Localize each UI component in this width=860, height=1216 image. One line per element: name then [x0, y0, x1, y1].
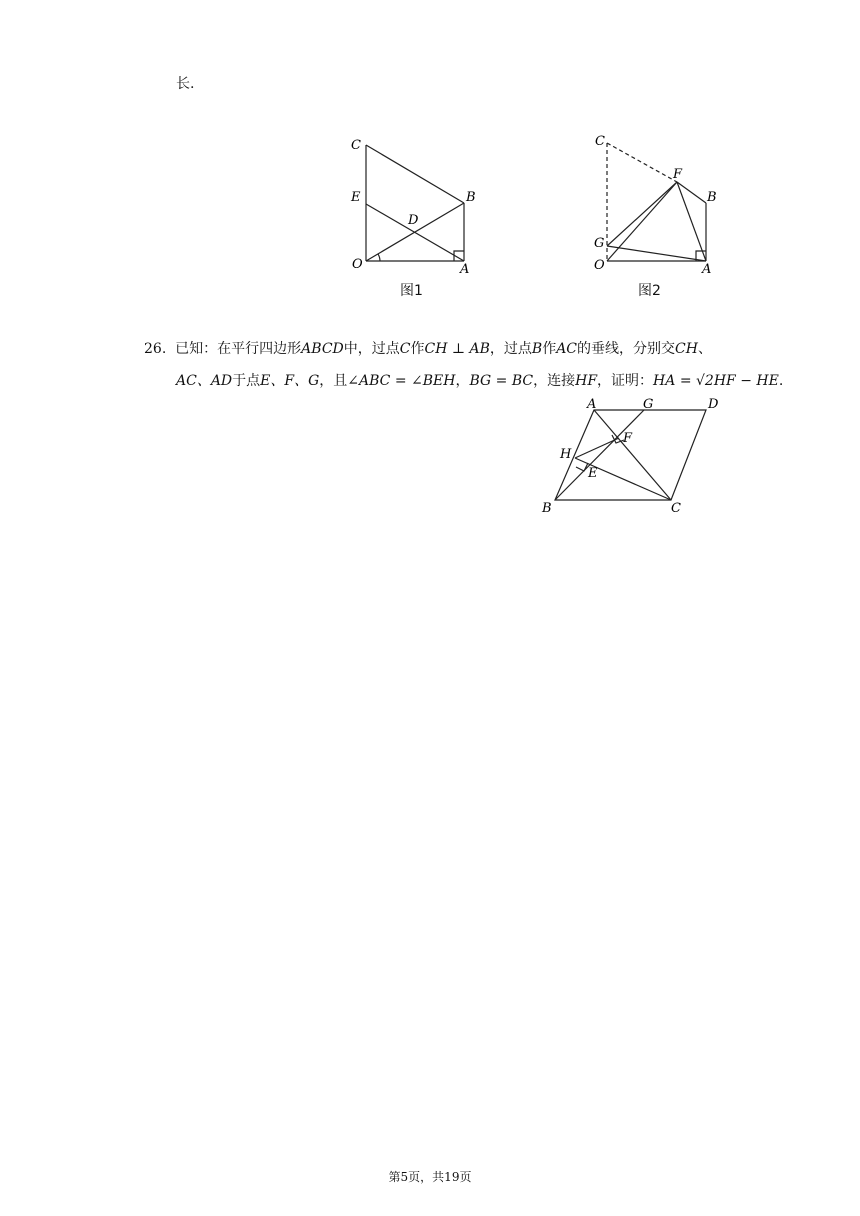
figure-2-caption: 图2 [638, 283, 661, 299]
math-E-F-G: E、F、G [260, 373, 320, 389]
angle-arc-O [378, 254, 380, 261]
label-O: O [594, 258, 605, 273]
label-F: F [623, 431, 633, 446]
text-segment: ，过点 [489, 341, 532, 357]
text-segment: 的垂线，分别交 [577, 341, 676, 357]
text-segment: 作 [410, 341, 425, 357]
label-C: C [595, 134, 605, 149]
label-H: H [560, 447, 572, 462]
text-segment: 作 [542, 341, 557, 357]
math-CH: CH [675, 341, 698, 357]
math-C: C [399, 341, 411, 357]
math-BG-eq-BC: BG = BC [469, 373, 534, 389]
text-segment: ，证明： [597, 373, 654, 389]
math-AC-AD: AC、AD [176, 373, 233, 389]
segment-FA [677, 182, 706, 261]
problem-26-line-2 [176, 371, 783, 391]
segment-GA [607, 246, 706, 261]
text-segment: 、 [697, 341, 712, 357]
segment-GF [607, 182, 677, 246]
label-A: A [460, 262, 470, 277]
figure-3-parallelogram [538, 398, 728, 520]
text-segment: 中，过点 [343, 341, 400, 357]
label-D: D [408, 213, 419, 228]
math-B: B [531, 341, 543, 357]
math-CH-perp-AB: CH ⊥ AB [424, 341, 490, 357]
math-AC: AC [556, 341, 578, 357]
text-segment: ， [455, 373, 470, 389]
label-B: B [466, 190, 476, 205]
label-O: O [352, 257, 363, 272]
label-G: G [643, 398, 654, 412]
segment-CB [366, 145, 464, 203]
segment-OF [607, 182, 677, 261]
label-A: A [587, 398, 597, 412]
math-HF: HF [575, 373, 598, 389]
math-conclusion: HA = √2HF − HE [653, 373, 779, 389]
label-B: B [542, 501, 552, 516]
label-D: D [708, 398, 719, 412]
label-A: A [702, 262, 712, 277]
text-segment: 于点 [232, 373, 261, 389]
label-E: E [588, 466, 598, 481]
text-segment: . [778, 373, 784, 389]
label-F: F [673, 167, 683, 182]
figure-2 [590, 128, 730, 278]
math-ABCD: ABCD [301, 341, 344, 357]
segment-AC [594, 410, 671, 500]
text-segment: ，且 [319, 373, 348, 389]
page-footer: 第5页，共19页 [388, 1170, 472, 1184]
math-angle-equality: ∠ABC = ∠BEH [347, 373, 456, 389]
label-B: B [707, 190, 717, 205]
figure-1 [340, 128, 490, 278]
label-C: C [351, 138, 361, 153]
problem-26-line-1 [144, 339, 712, 359]
right-angle-mark-H [576, 463, 588, 471]
label-G: G [594, 236, 605, 251]
problem-number: 26. [144, 341, 167, 357]
segment-HF [575, 438, 619, 458]
previous-problem-tail: 长. [176, 76, 195, 92]
label-E: E [351, 190, 361, 205]
figure-1-caption: 图1 [400, 283, 423, 299]
label-C: C [671, 501, 681, 516]
segment-CF-dashed [607, 143, 677, 182]
text-segment: 已知：在平行四边形 [175, 341, 302, 357]
text-segment: ，连接 [533, 373, 576, 389]
